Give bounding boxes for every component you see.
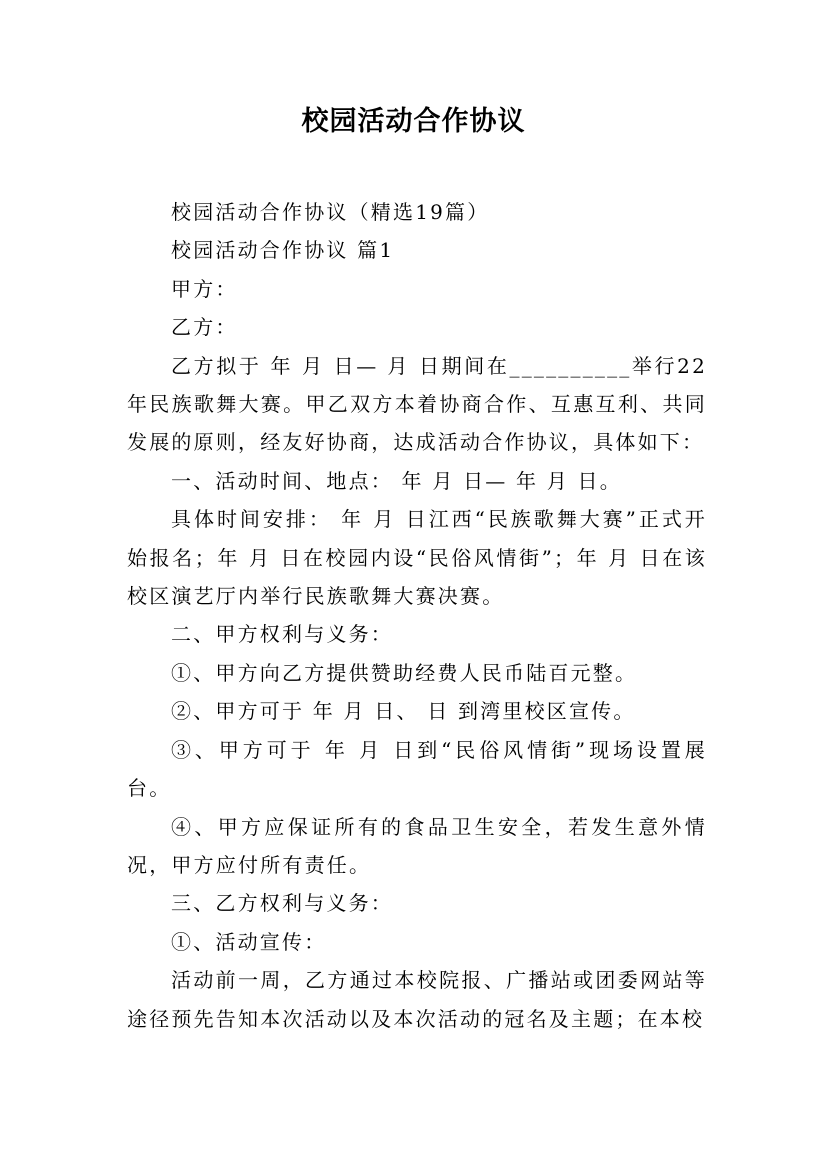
paragraph-item-a2: ②、甲方可于 年 月 日、 日 到湾里校区宣传。: [171, 699, 636, 724]
document-body: [127, 193, 707, 1038]
paragraph-schedule: 具体时间安排： 年 月 日江西“民族歌舞大赛”正式开始报名；年 月 日在校园内设“民俗风情街”；年 月 日在该校区演艺厅内举行民族歌舞大赛决赛。: [127, 507, 707, 609]
paragraph-promotion: 活动前一周，乙方通过本校院报、广播站或团委网站等途径预先告知本次活动以及本次活动的冠名及主题；在本校: [127, 968, 707, 1031]
paragraph-party-b: 乙方：: [171, 315, 238, 340]
paragraph-item-a1: ①、甲方向乙方提供赞助经费人民币陆百元整。: [171, 660, 638, 685]
paragraph-item-a3: ③、甲方可于 年 月 日到“民俗风情街”现场设置展台。: [127, 737, 707, 801]
paragraph-intro: 乙方拟于 年 月 日— 月 日期间在__________举行22年民族歌舞大赛。甲乙双方本着协商合作、互惠互利、共同发展的原则，经友好协商，达成活动合作协议，具体如下：: [127, 353, 707, 455]
paragraph-section-heading: 校园活动合作协议 篇1: [171, 238, 395, 263]
paragraph-party-a: 甲方：: [171, 276, 238, 301]
paragraph-subtitle: 校园活动合作协议（精选19篇）: [171, 200, 490, 224]
paragraph-clause-3: 三、乙方权利与义务：: [171, 891, 393, 916]
paragraph-item-a4: ④、甲方应保证所有的食品卫生安全，若发生意外情况，甲方应付所有责任。: [127, 814, 707, 877]
paragraph-clause-1: 一、活动时间、地点： 年 月 日— 年 月 日。: [171, 468, 622, 493]
document-title: 校园活动合作协议: [301, 106, 526, 137]
paragraph-item-b1: ①、活动宣传：: [171, 929, 327, 954]
paragraph-clause-2: 二、甲方权利与义务：: [171, 622, 393, 647]
